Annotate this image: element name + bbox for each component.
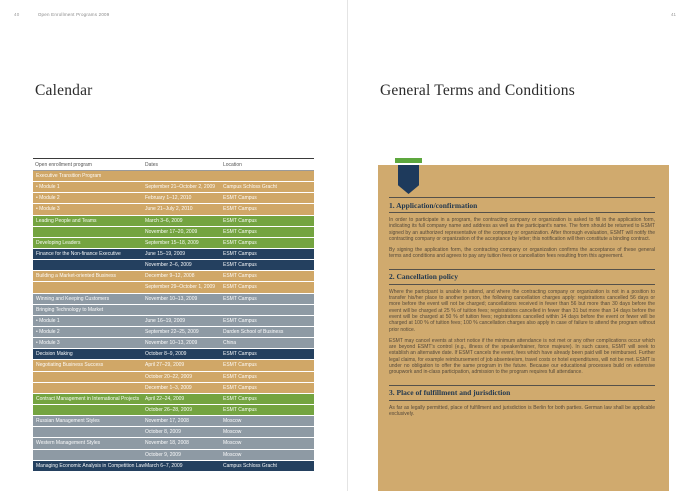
cell-program: Building a Market-oriented Business [36,273,117,280]
table-row [33,383,314,393]
cell-dates: November 18, 2008 [145,440,189,447]
cell-location: ESMT Campus [223,262,257,269]
cell-dates: October 8, 2009 [145,429,181,436]
table-row [33,327,314,337]
cell-dates: October 26–28, 2009 [145,407,192,414]
column-header-program: Open enrollment program [35,161,92,168]
running-header [14,12,109,17]
page-gutter-divider [347,0,348,491]
cell-location: ESMT Campus [223,195,257,202]
cell-dates: October 20–22, 2009 [145,373,192,380]
cell-location: Campus Schloss Gracht [223,462,277,469]
cell-dates: June 15–19, 2009 [145,251,186,258]
bookmark-shield-icon [398,165,419,194]
section-heading: 3. Place of fulfillment and jurisdiction [389,385,655,401]
cell-dates: November 17–20, 2009 [145,228,198,235]
cell-location: Darden School of Business [223,329,284,336]
cell-program: Managing Economic Analysis in Competition Law [36,462,145,469]
bookmark-bar-icon [395,158,422,163]
cell-location: Moscow [223,440,242,447]
section-paragraph: Where the participant is unable to attend, and where the contracting company or organization is not in a position to transfer his/her place to another person, the following cancellation charges apply: registrations cancelled 56 days or more before the event will not be charged; cancellations received in fewer than 56 but more than 30 days before the event will be charged at 25 % of tuition fees; registrations cancelled in fewer than 31 but more than 14 days before the event will be charged at 50 % of tuition fees; registrations cancelled within 14 days before the event or fewer will be charged at 100 % of tuition fees; 100 % cancellation charges also apply in case of failure to attend the program without prior notice. [389,288,655,333]
cell-dates: March 3–6, 2009 [145,217,183,224]
cell-location: ESMT Campus [223,239,257,246]
table-row [33,427,314,437]
table-row [33,394,314,404]
cell-dates: September 15–18, 2009 [145,239,199,246]
cell-dates: June 16–19, 2009 [145,317,186,324]
left-page-number: 40 [14,12,20,17]
cell-location: ESMT Campus [223,284,257,291]
cell-dates: November 17, 2008 [145,418,189,425]
cell-location: ESMT Campus [223,217,257,224]
cell-program: Winning and Keeping Customers [36,295,110,302]
cell-location: ESMT Campus [223,273,257,280]
section-heading: 1. Application/confirmation [389,197,655,213]
cell-program: • Module 1 [36,184,60,191]
running-header-title: Open Enrollment Programs 2009 [37,12,110,17]
column-header-location: Location [223,161,242,168]
cell-dates: February 1–12, 2010 [145,195,192,202]
section-paragraph: In order to participate in a program, the contracting company or organization is asked to fill in the application form, indicating its full company name and address as well as the participant's name. The form should be returned to ESMT signed by an authorized representative of the company or organization. After thorough evaluation, ESMT will notify the contracting company or organization of the acceptance by letter; this notification will then constitute a binding contract. [389,217,655,242]
right-page-number: 41 [670,12,676,17]
section-paragraph: ESMT may cancel events at short notice if the minimum attendance is not met or any other complications occur which are beyond ESMT's control (e.g., illness of the speaker/trainer, force majeure). In such cases, ESMT will seek to establish an alternative date. If ESMT cancels the event, fees which have already been paid will be reimbursed. Further legal claims, for example reimbursement of job absenteeism, travel costs or hotel expenditures, will not be met. ESMT is under no obligation to offer the same program in the future. Because our educational processes build on extensive groupwork and in-class participation, admission to the program requires full attendance. [389,337,655,376]
cell-dates: September 22–25, 2009 [145,329,199,336]
cell-program: Russian Management Styles [36,418,100,425]
cell-dates: April 27–29, 2009 [145,362,185,369]
table-row [33,316,314,326]
cell-location: ESMT Campus [223,395,257,402]
table-row [33,416,314,426]
table-row [33,193,314,203]
section-paragraph: As far as legally permitted, place of fulfillment and jurisdiction is Berlin for both parties. German law shall be applicable exclusively. [389,404,655,417]
section-paragraph: By signing the application form, the contracting company or organization confirms the acceptance of these general terms and conditions and agrees to pay any tuition fees or cancellation fees resulting from this agreement. [389,247,655,260]
cell-dates: December 1–3, 2009 [145,384,192,391]
cell-location: China [223,340,237,347]
cell-program: • Module 3 [36,340,60,347]
cell-location: ESMT Campus [223,317,257,324]
table-row [33,438,314,448]
cell-dates: September 29–October 1, 2009 [145,284,216,291]
table-row [33,294,314,304]
table-row [33,171,314,181]
table-row [33,249,314,259]
cell-program: Western Management Styles [36,440,101,447]
table-row [33,349,314,359]
table-row [33,372,314,382]
table-row [33,360,314,370]
table-row [33,227,314,237]
table-row [33,338,314,348]
cell-dates: October 9, 2009 [145,451,181,458]
terms-title: General Terms and Conditions [380,82,575,99]
table-row [33,182,314,192]
cell-program: Negotiating Business Success [36,362,104,369]
cell-program: Contract Management in International Projects [36,395,140,402]
cell-location: ESMT Campus [223,384,257,391]
cell-dates: April 22–24, 2009 [145,395,185,402]
cell-location: ESMT Campus [223,407,257,414]
calendar-table [33,158,314,472]
terms-sections [389,197,655,417]
table-row [33,216,314,226]
cell-program: Decision Making [36,351,73,358]
cell-program: Finance for the Non-finance Executive [36,251,121,258]
cell-location: ESMT Campus [223,251,257,258]
table-row [33,238,314,248]
cell-program: Bringing Technology to Market [36,306,104,313]
cell-dates: June 21–July 2, 2010 [145,206,193,213]
calendar-title: Calendar [35,82,93,99]
cell-dates: December 9–12, 2008 [145,273,195,280]
cell-location: ESMT Campus [223,373,257,380]
column-header-dates: Dates [145,161,159,168]
table-body [33,171,314,471]
table-header-row [33,158,314,171]
cell-location: Campus Schloss Gracht [223,184,277,191]
cell-program: • Module 3 [36,206,60,213]
section-heading: 2. Cancellation policy [389,269,655,285]
table-row [33,305,314,315]
cell-location: Moscow [223,418,242,425]
table-row [33,260,314,270]
terms-box [378,165,669,491]
cell-program: • Module 2 [36,329,60,336]
cell-location: ESMT Campus [223,206,257,213]
table-row [33,282,314,292]
cell-program: • Module 2 [36,195,60,202]
cell-dates: November 2–6, 2009 [145,262,192,269]
cell-location: Moscow [223,451,242,458]
table-row [33,204,314,214]
cell-dates: March 6–7, 2009 [145,462,183,469]
table-row [33,271,314,281]
cell-program: Developing Leaders [36,239,81,246]
table-row [33,450,314,460]
right-page [347,0,694,491]
cell-dates: September 21–October 2, 2009 [145,184,216,191]
cell-dates: October 8–9, 2009 [145,351,187,358]
cell-program: Leading People and Teams [36,217,97,224]
cell-program: Executive Transition Program [36,173,102,180]
cell-location: ESMT Campus [223,228,257,235]
cell-dates: November 10–13, 2009 [145,295,198,302]
cell-location: ESMT Campus [223,295,257,302]
cell-dates: November 10–13, 2009 [145,340,198,347]
cell-location: ESMT Campus [223,351,257,358]
cell-location: Moscow [223,429,242,436]
table-row [33,461,314,471]
cell-program: • Module 1 [36,317,60,324]
table-row [33,405,314,415]
cell-location: ESMT Campus [223,362,257,369]
